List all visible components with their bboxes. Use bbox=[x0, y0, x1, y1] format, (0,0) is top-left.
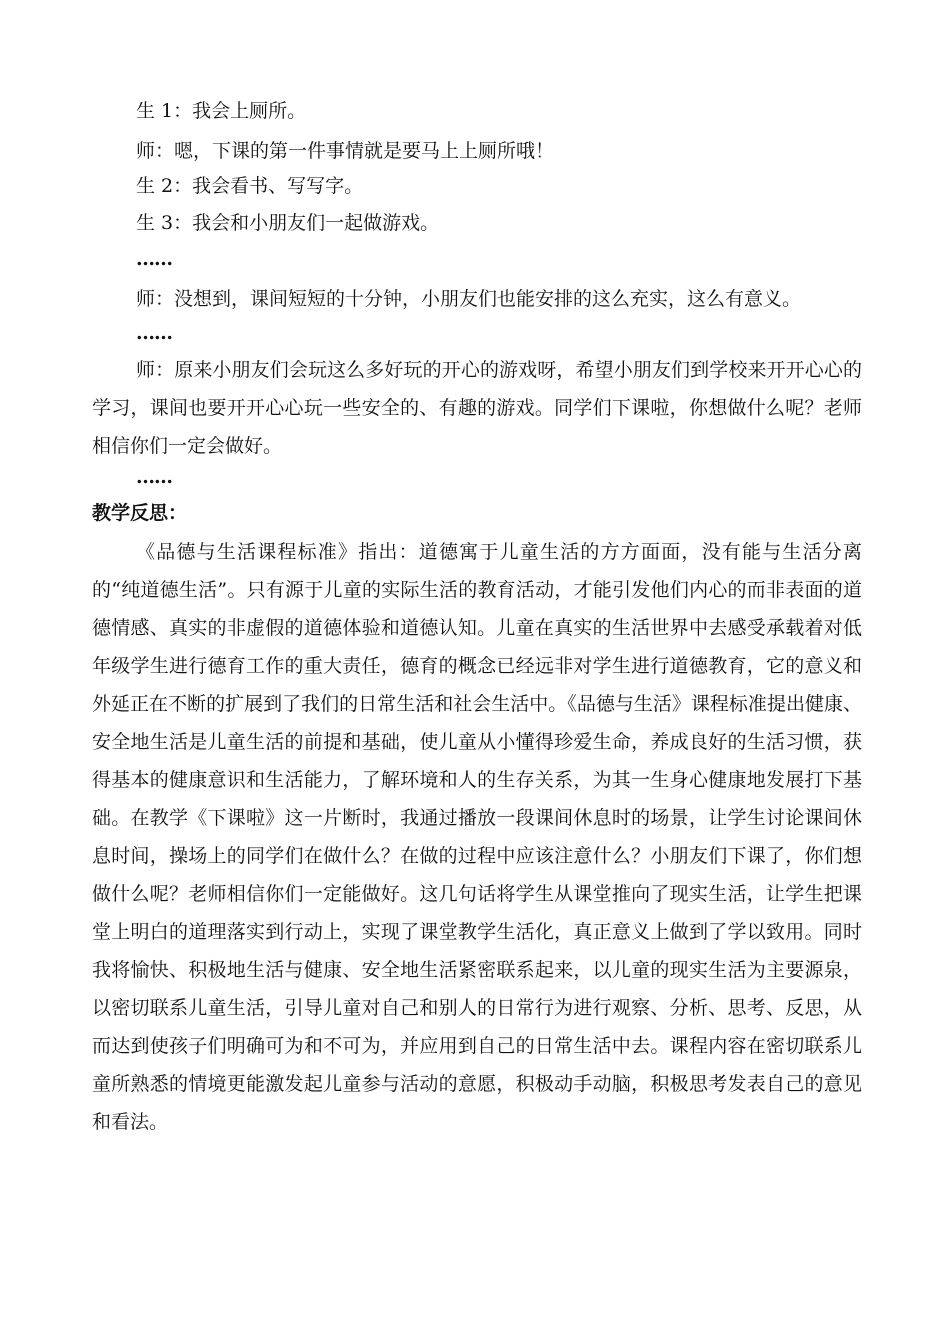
dialogue-line-student1: 生 1：我会上厕所。 bbox=[136, 100, 307, 122]
ellipsis-3: …… bbox=[136, 466, 172, 488]
dialogue-line-student2: 生 2：我会看书、写写字。 bbox=[136, 175, 364, 197]
dialogue-line-teacher2: 师：没想到，课间短短的十分钟，小朋友们也能安排的这么充实，这么有意义。 bbox=[136, 288, 802, 310]
ellipsis-2: …… bbox=[136, 322, 172, 344]
teacher-paragraph: 师：原来小朋友们会玩这么多好玩的开心的游戏呀，希望小朋友们到学校来开开心心的学习，课间也要开开心心玩一些安全的、有趣的游戏。同学们下课啦，你想做什么呢？老师相信你们一定会做好。 bbox=[92, 359, 862, 457]
ellipsis-1: …… bbox=[136, 248, 172, 270]
reflection-heading: 教学反思： bbox=[92, 502, 188, 524]
dialogue-line-student3: 生 3：我会和小朋友们一起做游戏。 bbox=[136, 212, 440, 234]
dialogue-line-teacher1: 师：嗯，下课的第一件事情就是要马上上厕所哦！ bbox=[136, 140, 555, 162]
reflection-body: 《品德与生活课程标准》指出：道德寓于儿童生活的方方面面，没有能与生活分离的“纯道德生活”。只有源于儿童的实际生活的教育活动，才能引发他们内心的而非表面的道德情感、真实的非虚假的道德体验和道德认知。儿童在真实的生活世界中去感受承载着对低年级学生进行德育工作的重大责任，德育的概念已经远非对学生进行道德教育，它的意义和外延正在不断的扩展到了我们的日常生活和社会生活中。《品德与生活》课程标准提出健康、安全地生活是儿童生活的前提和基础，使儿童从小懂得珍爱生命，养成良好的生活习惯，获得基本的健康意识和生活能力，了解环境和人的生存关系，为其一生身心健康地发展打下基础。在教学《下课啦》这一片断时，我通过播放一段课间休息时的场景，让学生讨论课间休息时间，操场上的同学们在做什么？在做的过程中应该注意什么？小朋友们下课了，你们想做什么呢？老师相信你们一定能做好。这几句话将学生从课堂推向了现实生活，让学生把课堂上明白的道理落实到行动上，实现了课堂教学生活化，真正意义上做到了学以致用。同时我将愉快、积极地生活与健康、安全地生活紧密联系起来，以儿童的现实生活为主要源泉，以密切联系儿童生活，引导儿童对自己和别人的日常行为进行观察、分析、思考、反思，从而达到使孩子们明确可为和不可为，并应用到自己的日常生活中去。课程内容在密切联系儿童所熟悉的情境更能激发起儿童参与活动的意愿，积极动手动脑，积极思考发表自己的意见和看法。 bbox=[92, 541, 862, 1133]
